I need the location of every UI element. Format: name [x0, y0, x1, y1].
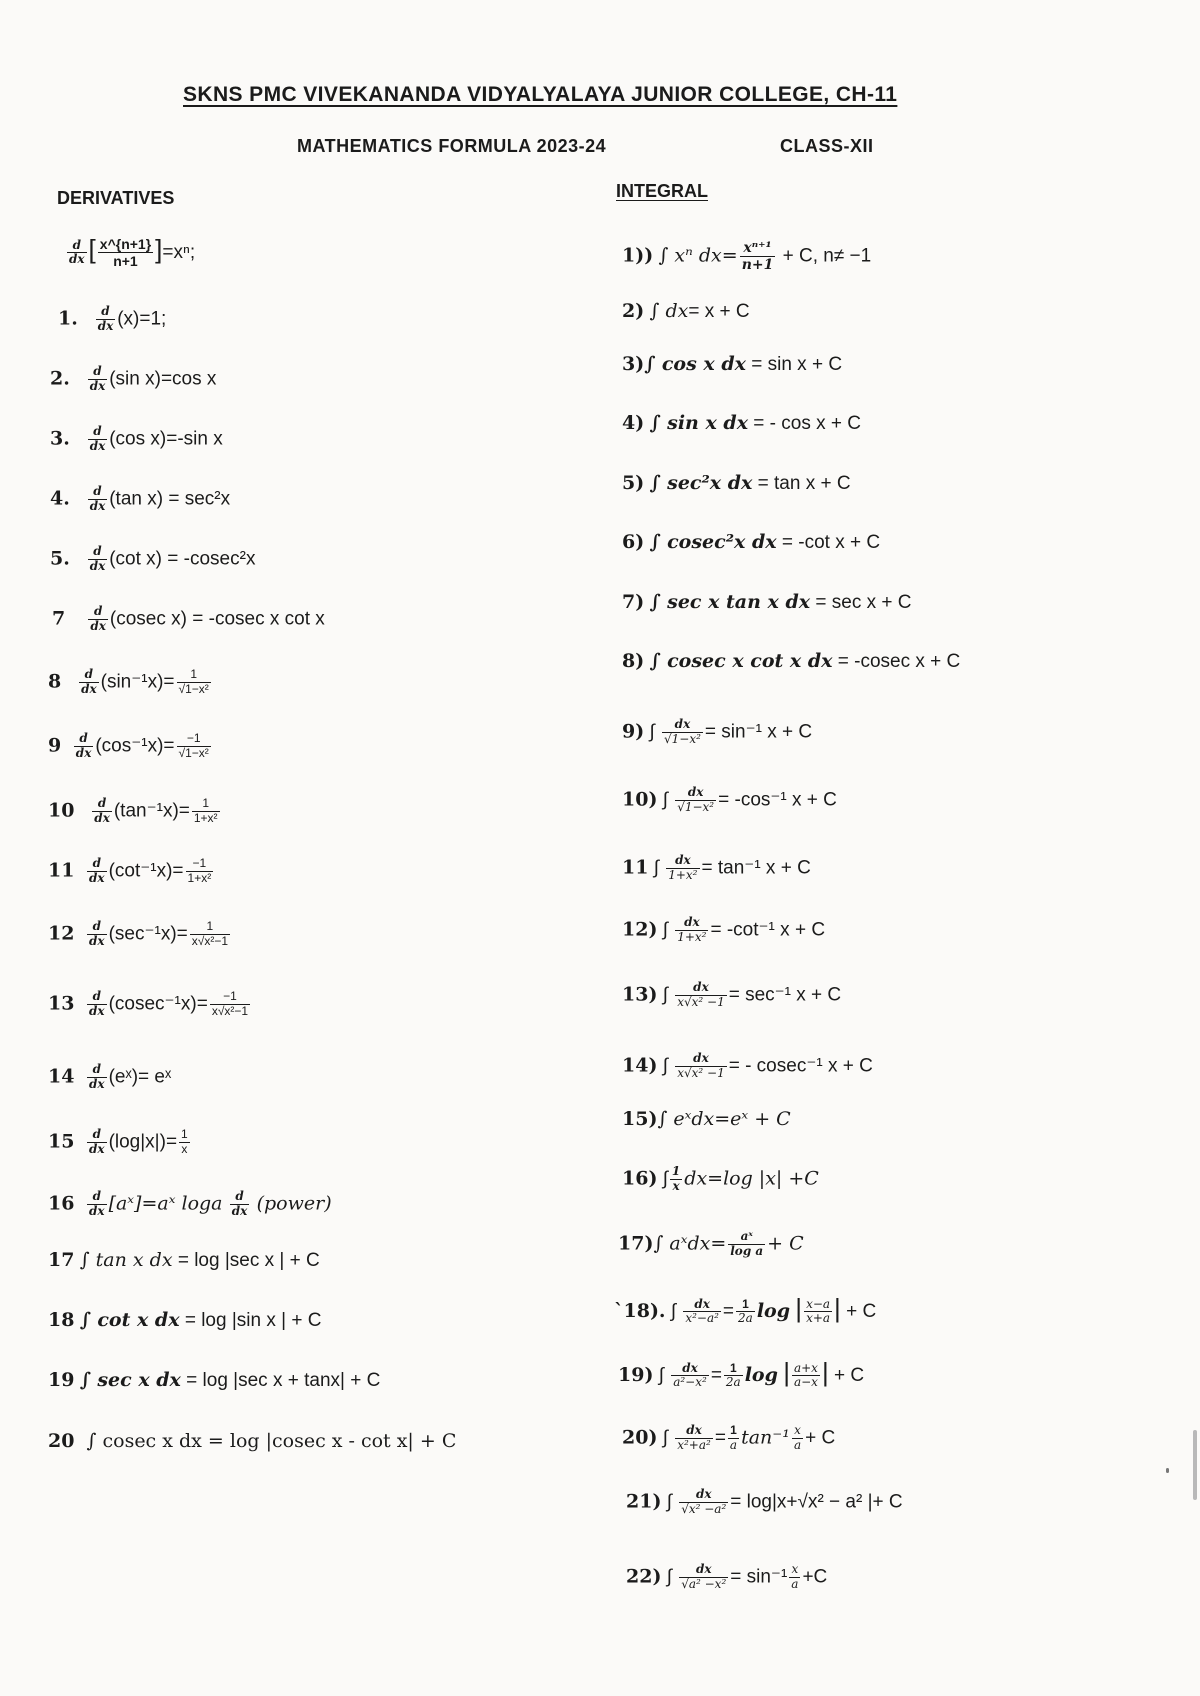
row-number: 12): [622, 918, 658, 941]
row-number: 8): [622, 650, 645, 672]
row-number: 6): [622, 531, 645, 553]
equals: =: [722, 1301, 735, 1322]
derivative-formula: (sin x)=cos x: [109, 368, 217, 390]
integral-lhs: ∫ aˣdx=: [653, 1232, 727, 1255]
derivative-row-12: 12 $\frac{d}{dx}$ (sec⁻¹x)= $\frac{1}{\text{x√x²−1}}$: [48, 919, 229, 948]
frac-denominator: x²−a²: [685, 1311, 719, 1326]
integral-rhs: = sin x + C: [745, 354, 843, 375]
integral-rhs: = log |cosec x - cot x| + C: [201, 1430, 457, 1452]
frac-numerator: dx: [675, 981, 727, 996]
integral-row-2: [622, 302, 750, 321]
log-text: log: [744, 1364, 778, 1386]
row-number: 9: [48, 734, 62, 757]
row-number: 3.: [50, 427, 70, 450]
frac-numerator: dx: [679, 1563, 728, 1578]
integral-rhs: = log |sin x | + C: [179, 1310, 322, 1331]
row-number: 18: [48, 1309, 75, 1331]
frac-numerator: dx: [683, 1298, 721, 1313]
row-number: 20): [622, 1426, 658, 1449]
integral-lhs: ∫ cosec x cot x dx: [649, 650, 833, 672]
integral-rhs: = -cot⁻¹ x + C: [710, 919, 826, 941]
derivative-formula: (cosec⁻¹x)=: [108, 993, 208, 1015]
row-number: 17: [48, 1249, 75, 1271]
integral-rhs: + C, n≠ −1: [782, 245, 872, 267]
derivative-formula: (eˣ)= eˣ: [108, 1066, 172, 1088]
equals: =: [714, 1427, 726, 1449]
derivative-row-10: 10 $\frac{d}{dx}$ (tan⁻¹x)= $\frac{1}{\text{1+x²}}$: [48, 796, 218, 825]
coef-denominator: 2a: [725, 1375, 741, 1390]
row-number: 11: [622, 856, 649, 879]
integral-rhs: = sin⁻¹: [730, 1566, 788, 1588]
derivatives-heading: DERIVATIVES: [57, 188, 175, 208]
integral-rhs: = x + C: [688, 301, 750, 322]
integral-row-14: 14) ∫ $\frac{dx}{\text{x√x² −1}}$ = - cosec⁻¹ x + C: [622, 1051, 873, 1080]
integral-lhs: ∫ dx: [649, 300, 689, 322]
row-number: 1.: [58, 307, 78, 330]
frac-numerator: dx: [675, 786, 716, 801]
abs-denominator: x+a: [806, 1311, 831, 1326]
integral-row-19: 19) ∫ $\frac{dx}{\text{a²−x²}}$ = $\frac{1}{2a}$ log | $\frac{a+x}{a-x}$ | + C: [618, 1357, 865, 1390]
frac-denominator: 1+x²: [193, 810, 218, 825]
derivative-formula: (x)=1;: [117, 308, 167, 330]
log-text: log: [756, 1300, 791, 1322]
scan-edge-mark: [1193, 1430, 1197, 1500]
frac-denominator: x√x²−1: [211, 1003, 249, 1018]
integral-heading: INTEGRAL: [616, 181, 708, 201]
frac-numerator: 1: [181, 1127, 188, 1141]
frac-numerator: −1: [210, 990, 250, 1005]
frac-numerator: aˣ: [728, 1230, 765, 1245]
frac-denominator: x√x²−1: [191, 933, 229, 948]
power-frac-num: x^{n+1}: [99, 236, 152, 253]
abs-numerator: x−a: [806, 1296, 831, 1311]
integral-rhs: = log |sec x | + C: [172, 1250, 320, 1271]
derivative-formula: (cot x) = -cosec²x: [109, 548, 256, 570]
frac-denominator: x: [672, 1178, 680, 1193]
derivative-formula: (tan x) = sec²x: [109, 488, 231, 510]
integral-rhs: dx=log |x| +C: [684, 1167, 819, 1190]
row-number: 17): [618, 1232, 654, 1255]
arg-denominator: a: [791, 1576, 799, 1591]
frac-numerator: 1: [192, 797, 220, 812]
row-number: 12: [48, 922, 75, 945]
derivative-row-11: 11 $\frac{d}{dx}$ (cot⁻¹x)= $\frac{-1}{\text{1+x²}}$: [48, 856, 212, 885]
derivative-row-20: [48, 1432, 456, 1451]
row-number: 14: [48, 1065, 75, 1088]
frac-numerator: xⁿ⁺¹: [740, 240, 776, 257]
frac-denominator: 1+x²: [677, 929, 707, 944]
integral-lhs: ∫ cosec²x dx: [649, 531, 777, 553]
derivative-row-3: 3. $\frac{d}{dx}$ (cos x)=-sin x: [50, 424, 223, 453]
integral-rhs: = -cot x + C: [776, 532, 881, 553]
derivative-row-1: 1. $\frac{d}{dx}$ (x)=1;: [58, 304, 167, 333]
derivative-formula: (sin⁻¹x)=: [100, 671, 175, 693]
frac-denominator: 1+x²: [668, 867, 698, 882]
frac-numerator: dx: [662, 718, 703, 733]
frac-numerator: dx: [675, 916, 708, 931]
integral-row-17: [618, 1230, 804, 1259]
frac-numerator: 1: [190, 920, 230, 935]
power-rhs: =xⁿ;: [162, 242, 196, 263]
arctan-text: tan⁻¹: [741, 1426, 790, 1449]
derivative-row-8: 8 $\frac{d}{dx}$ (sin⁻¹x)= $\frac{1}{\text{√1−x²}}$: [48, 667, 209, 696]
integral-row-21: 21) ∫ $\frac{dx}{\text{√x² −a²}}$ = log|x+√x² − a² |+ C: [626, 1487, 903, 1516]
abs-numerator: a+x: [793, 1360, 818, 1375]
frac-denominator: √1−x²: [178, 745, 209, 760]
arg-denominator: a: [793, 1437, 802, 1452]
frac-numerator: dx: [671, 1362, 709, 1377]
integral-rhs: + C: [846, 1301, 877, 1322]
row-number: 10: [48, 799, 75, 822]
frac-denominator: n+1: [741, 257, 774, 274]
integral-lhs: ∫ sec²x dx: [649, 472, 753, 494]
row-number: 10): [622, 788, 658, 811]
integral-row-8: [622, 652, 960, 671]
integral-rhs: + C: [833, 1365, 865, 1386]
coef-numerator: 1: [736, 1298, 755, 1313]
derivative-row-17: [48, 1251, 320, 1270]
integral-rhs: + C: [767, 1232, 804, 1255]
integral-row-6: [622, 533, 880, 552]
coef-numerator: 1: [728, 1424, 739, 1439]
row-number: 4): [622, 412, 645, 434]
class-label: CLASS-XII: [780, 136, 874, 156]
integral-rhs: = -cos⁻¹ x + C: [718, 789, 837, 811]
equals: =: [710, 1365, 722, 1386]
integral-rhs: = - cos x + C: [748, 413, 862, 434]
row-number: 9): [622, 720, 645, 743]
integral-row-5: [622, 474, 851, 493]
derivative-row-19: [48, 1371, 380, 1390]
frac-denominator: log a: [730, 1243, 764, 1258]
row-number: 2.: [50, 367, 70, 390]
frac-denominator: √a² −x²: [681, 1576, 727, 1591]
frac-numerator: 1: [177, 668, 211, 683]
integral-lhs: ∫ sec x dx: [79, 1369, 181, 1391]
derivative-formula: (cos x)=-sin x: [109, 428, 223, 450]
integral-rhs: = tan x + C: [752, 473, 851, 494]
derivative-row-15: 15 $\frac{d}{dx}$ (log|x|)= $\frac{1}{x}$: [48, 1127, 188, 1156]
coef-denominator: a: [729, 1437, 738, 1452]
power-note: (power): [256, 1192, 332, 1215]
row-number: 7): [622, 591, 645, 613]
integral-tail: +C: [802, 1566, 828, 1588]
frac-denominator: x√x² −1: [677, 994, 725, 1009]
frac-numerator: −1: [177, 732, 211, 747]
integral-row-10: 10) ∫ $\frac{dx}{\text{√1−x²}}$ = -cos⁻¹ x + C: [622, 785, 837, 814]
derivative-row-9: 9 $\frac{d}{dx}$ (cos⁻¹x)= $\frac{-1}{\text{√1−x²}}$: [48, 731, 209, 760]
derivative-row-18: [48, 1311, 321, 1330]
frac-numerator: dx: [666, 854, 699, 869]
row-number: 21): [626, 1490, 662, 1513]
abs-denominator: a−x: [793, 1375, 818, 1390]
integral-lhs: ∫ xⁿ dx=: [658, 244, 738, 267]
integral-row-12: 12) ∫ $\frac{dx}{\text{1+x²}}$ = -cot⁻¹ x + C: [622, 915, 826, 944]
row-number: 16: [48, 1192, 75, 1215]
row-number: 14): [622, 1054, 658, 1077]
row-number: 7: [52, 607, 66, 630]
integral-rhs: = sec x + C: [810, 592, 912, 613]
integral-rhs: = sec⁻¹ x + C: [728, 984, 842, 1006]
integral-lhs: ∫ tan x dx: [79, 1249, 173, 1271]
row-number: 11: [48, 859, 75, 882]
frac-denominator: x√x² −1: [677, 1065, 725, 1080]
row-number: 5): [622, 472, 645, 494]
frac-numerator: −1: [186, 857, 214, 872]
row-number: 13): [622, 983, 658, 1006]
integral-lhs: ∫ eˣdx=eˣ + C: [657, 1108, 791, 1130]
row-number: 19: [48, 1369, 75, 1391]
derivative-power-rule: $\frac{d}{dx}$ [ $\frac{x\^{}\{n+1\}}{n+1}$ ]=xⁿ;: [69, 234, 196, 270]
integral-rhs: = tan⁻¹ x + C: [701, 857, 811, 879]
row-number: 16): [622, 1167, 658, 1190]
integral-row-22: 22) ∫ $\frac{dx}{\text{√a² −x²}}$ = sin⁻¹ $\frac{x}{a}$ +C: [626, 1562, 828, 1591]
derivative-formula: (cosec x) = -cosec x cot x: [109, 608, 325, 630]
integral-lhs: ∫ cos x dx: [644, 353, 746, 375]
coef-denominator: 2a: [738, 1311, 753, 1326]
integral-lhs: ∫ sec x tan x dx: [649, 591, 811, 613]
frac-denominator: √1−x²: [677, 799, 715, 814]
row-number: 2): [622, 300, 645, 322]
derivative-formula: (cos⁻¹x)=: [95, 735, 175, 757]
row-number: 15: [48, 1130, 75, 1153]
integral-rhs: + C: [805, 1427, 836, 1449]
integral-row-11: 11 ∫ $\frac{dx}{\text{1+x²}}$ = tan⁻¹ x + C: [622, 853, 811, 882]
derivative-row-7: 7 $\frac{d}{dx}$ (cosec x) = -cosec x cot x: [52, 604, 325, 633]
frac-denominator: a²−x²: [673, 1375, 707, 1390]
frac-numerator: 1: [671, 1164, 681, 1178]
power-frac-den: n+1: [113, 253, 138, 270]
derivative-row-4: 4. $\frac{d}{dx}$ (tan x) = sec²x: [50, 484, 231, 513]
frac-denominator: √1−x²: [663, 731, 701, 746]
integral-row-7: [622, 593, 911, 612]
integral-rhs: = log|x+√x² − a² |+ C: [730, 1491, 903, 1513]
integral-row-13: 13) ∫ $\frac{dx}{\text{x√x² −1}}$ = sec⁻¹ x + C: [622, 980, 842, 1009]
integral-row-18: `18). ∫ $\frac{dx}{\text{x²−a²}}$ = $\frac{1}{2a}$ log | $\frac{x-a}{x+a}$ | + C: [614, 1293, 877, 1326]
row-number: 1)): [622, 244, 654, 267]
scan-speck: [1166, 1468, 1169, 1473]
integral-row-4: [622, 414, 861, 433]
integral-rhs: = - cosec⁻¹ x + C: [728, 1055, 873, 1077]
coef-numerator: 1: [724, 1362, 743, 1377]
integral-row-16: 16) ∫ $\frac{1}{x}$ dx=log |x| +C: [622, 1164, 819, 1193]
row-number: 3): [622, 353, 645, 375]
row-number: 22): [626, 1565, 662, 1588]
row-number: 15): [622, 1108, 658, 1130]
integral-lhs: ∫ cosec x dx: [86, 1430, 202, 1452]
row-number: 13: [48, 992, 75, 1015]
derivative-formula: [aˣ]=aˣ loga: [108, 1192, 223, 1215]
frac-numerator: dx: [679, 1488, 728, 1503]
derivative-row-2: 2. $\frac{d}{dx}$ (sin x)=cos x: [50, 364, 217, 393]
frac-numerator: dx: [675, 1424, 713, 1439]
frac-numerator: dx: [675, 1052, 727, 1067]
arg-numerator: x: [792, 1424, 803, 1439]
derivative-row-5: 5. $\frac{d}{dx}$ (cot x) = -cosec²x: [50, 544, 256, 573]
derivative-formula: (sec⁻¹x)=: [108, 923, 188, 945]
college-title: SKNS PMC VIVEKANANDA VIDYALYALAYA JUNIOR COLLEGE, CH-11: [183, 83, 898, 106]
integral-rhs: = -cosec x + C: [832, 651, 961, 672]
integral-row-1: [622, 240, 871, 273]
frac-denominator: 1+x²: [187, 870, 212, 885]
sheet-subtitle: MATHEMATICS FORMULA 2023-24: [297, 136, 607, 156]
row-number: 19): [618, 1364, 654, 1386]
frac-denominator: √x² −a²: [681, 1501, 727, 1516]
row-number: 20: [48, 1430, 75, 1452]
frac-denominator: √1−x²: [178, 681, 209, 696]
arg-numerator: x: [789, 1563, 800, 1578]
derivative-formula: (log|x|)=: [108, 1131, 178, 1153]
integral-row-20: 20) ∫ $\frac{dx}{\text{x²+a²}}$ = $\frac{1}{a}$ tan⁻¹ $\frac{x}{a}$ + C: [622, 1423, 836, 1452]
derivative-formula: (cot⁻¹x)=: [108, 860, 184, 882]
integral-lhs: ∫ sin x dx: [649, 412, 749, 434]
derivative-row-14: 14 $\frac{d}{dx}$ (eˣ)= eˣ: [48, 1062, 172, 1091]
row-number: 4.: [50, 487, 70, 510]
row-number: 8: [48, 670, 62, 693]
frac-denominator: x: [181, 1141, 188, 1156]
derivative-formula: (tan⁻¹x)=: [113, 800, 190, 822]
row-number: `18).: [614, 1300, 666, 1322]
integral-lhs: ∫ cot x dx: [79, 1309, 180, 1331]
frac-denominator: x²+a²: [677, 1437, 711, 1452]
integral-row-15: [622, 1110, 791, 1129]
integral-row-9: 9) ∫ $\frac{dx}{\text{√1−x²}}$ = sin⁻¹ x + C: [622, 717, 813, 746]
integral-rhs: = sin⁻¹ x + C: [704, 721, 813, 743]
derivative-row-13: 13 $\frac{d}{dx}$ (cosec⁻¹x)= $\frac{-1}{\text{x√x²−1}}$: [48, 989, 249, 1018]
integral-rhs: = log |sec x + tanx| + C: [180, 1370, 381, 1391]
row-number: 5.: [50, 547, 70, 570]
derivative-row-16: 16 $\frac{d}{dx}$ [aˣ]=aˣ loga $\frac{d}{dx}$ (power): [48, 1189, 332, 1218]
integral-row-3: [622, 355, 842, 374]
